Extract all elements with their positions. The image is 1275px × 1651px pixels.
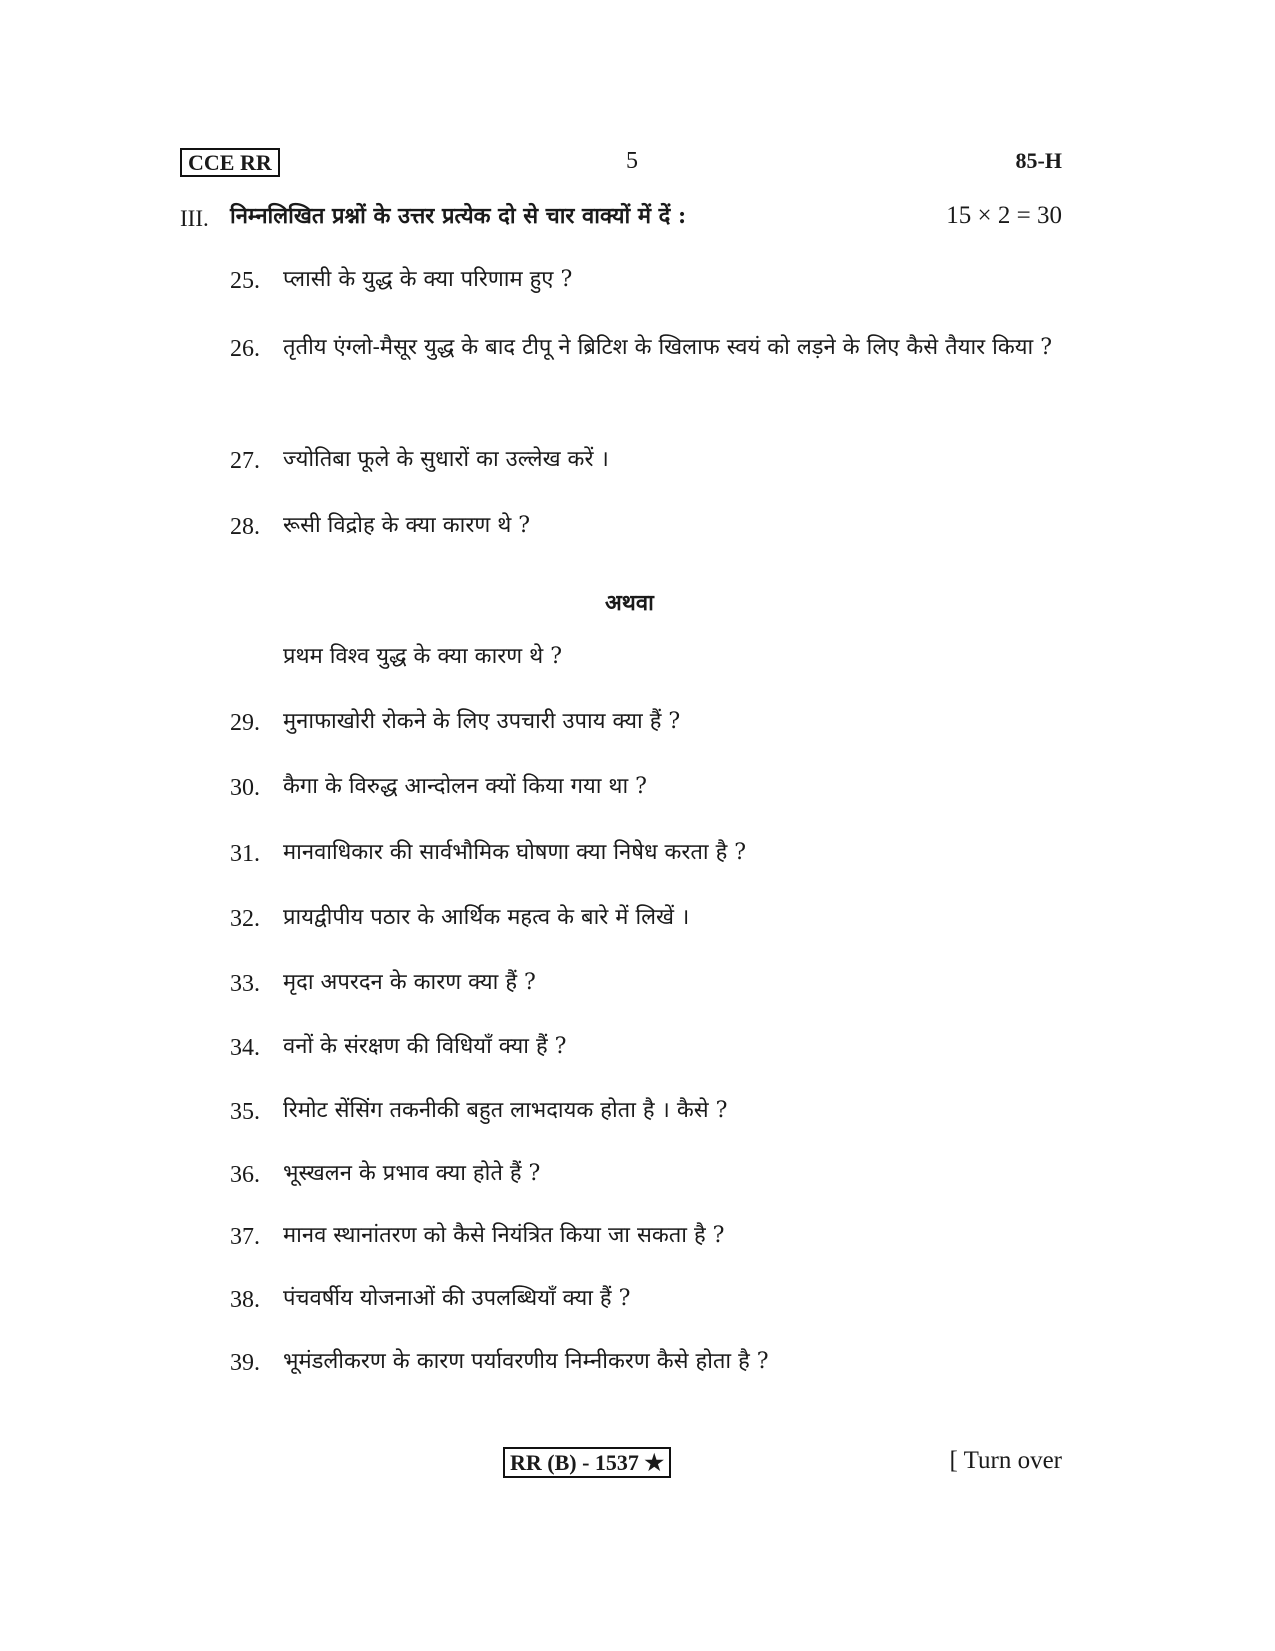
turn-over-label: [ Turn over bbox=[949, 1447, 1062, 1474]
question-number: 25. bbox=[230, 268, 260, 294]
question-number: 29. bbox=[230, 710, 260, 736]
page-number: 5 bbox=[626, 148, 638, 174]
question-number: 28. bbox=[230, 514, 260, 540]
subject-code: 85-H bbox=[1015, 148, 1062, 173]
question-number: 38. bbox=[230, 1287, 260, 1313]
question-number: 35. bbox=[230, 1099, 260, 1125]
question-text: वनों के संरक्षण की विधियाँ क्या हैं ? bbox=[283, 1034, 567, 1059]
question-number: 39. bbox=[230, 1350, 260, 1376]
section-marks: 15 × 2 = 30 bbox=[946, 202, 1062, 229]
alternative-question-text: प्रथम विश्व युद्ध के क्या कारण थे ? bbox=[283, 644, 563, 669]
booklet-code-box: RR (B) - 1537 ★ bbox=[503, 1447, 671, 1478]
question-text: प्रायद्वीपीय पठार के आर्थिक महत्व के बारे में लिखें । bbox=[283, 905, 690, 930]
or-label: अथवा bbox=[605, 590, 654, 616]
question-text: रूसी विद्रोह के क्या कारण थे ? bbox=[283, 513, 531, 538]
question-text: कैगा के विरुद्ध आन्दोलन क्यों किया गया था ? bbox=[283, 774, 647, 799]
question-number: 36. bbox=[230, 1162, 260, 1188]
question-number: 30. bbox=[230, 775, 260, 801]
section-instruction: निम्नलिखित प्रश्नों के उत्तर प्रत्येक दो से चार वाक्यों में दें : bbox=[230, 203, 687, 229]
question-number: 26. bbox=[230, 336, 260, 362]
section-number: III. bbox=[180, 206, 209, 231]
question-number: 31. bbox=[230, 841, 260, 867]
question-number: 34. bbox=[230, 1035, 260, 1061]
question-text: मानव स्थानांतरण को कैसे नियंत्रित किया जा सकता है ? bbox=[283, 1223, 725, 1248]
question-text: मृदा अपरदन के कारण क्या हैं ? bbox=[283, 970, 536, 995]
question-number: 37. bbox=[230, 1224, 260, 1250]
question-text: मानवाधिकार की सार्वभौमिक घोषणा क्या निषेध करता है ? bbox=[283, 840, 747, 865]
question-text: भूस्खलन के प्रभाव क्या होते हैं ? bbox=[283, 1161, 541, 1186]
question-text: भूमंडलीकरण के कारण पर्यावरणीय निम्नीकरण कैसे होता है ? bbox=[283, 1349, 769, 1374]
question-text: तृतीय एंग्लो-मैसूर युद्ध के बाद टीपू ने ब्रिटिश के खिलाफ स्वयं को लड़ने के लिए कैसे तैयार किया ? bbox=[283, 335, 1053, 360]
question-number: 33. bbox=[230, 971, 260, 997]
paper-code-box: CCE RR bbox=[180, 148, 280, 177]
question-text: प्लासी के युद्ध के क्या परिणाम हुए ? bbox=[283, 267, 573, 292]
question-number: 27. bbox=[230, 448, 260, 474]
question-text: ज्योतिबा फूले के सुधारों का उल्लेख करें । bbox=[283, 447, 609, 472]
question-text: रिमोट सेंसिंग तकनीकी बहुत लाभदायक होता है । कैसे ? bbox=[283, 1098, 728, 1123]
question-text: मुनाफाखोरी रोकने के लिए उपचारी उपाय क्या हैं ? bbox=[283, 709, 681, 734]
question-number: 32. bbox=[230, 906, 260, 932]
question-text: पंचवर्षीय योजनाओं की उपलब्धियाँ क्या हैं ? bbox=[283, 1286, 631, 1311]
